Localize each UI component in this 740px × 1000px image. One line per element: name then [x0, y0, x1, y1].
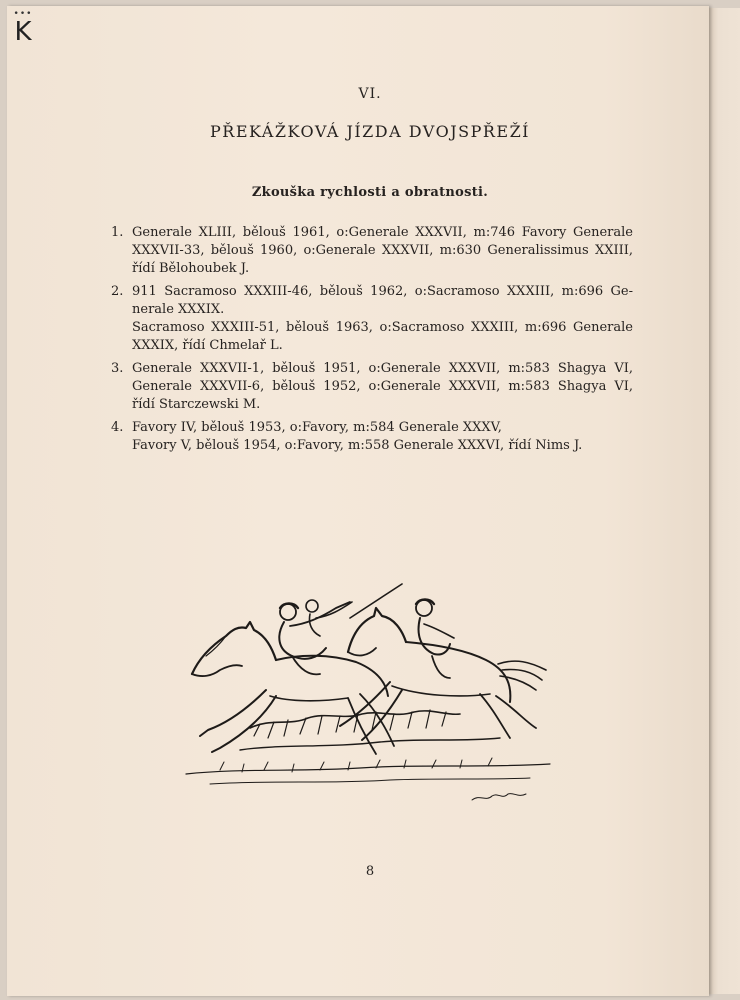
entry-number: 4.	[111, 420, 124, 435]
entry-4	[108, 419, 633, 455]
entry-line: řídí Bělohoubek J.	[132, 261, 250, 276]
entry-line: Generale XXXVII-1, bělouš 1951, o:Generale XXXVII, m:583 Shagya VI,	[132, 361, 633, 376]
entry-line: Favory IV, bělouš 1953, o:Favory, m:584 Generale XXXV,	[132, 420, 502, 435]
entry-line: XXXIX, řídí Chmelař L.	[132, 338, 283, 353]
entry-line: 911 Sacramoso XXXIII-46, bělouš 1962, o:Sacramoso XXXIII, m:696 Ge-	[132, 284, 633, 299]
entry-line: Favory V, bělouš 1954, o:Favory, m:558 Generale XXXVI, řídí Nims J.	[132, 438, 583, 453]
entry-line: Sacramoso XXXIII-51, bělouš 1963, o:Sacramoso XXXIII, m:696 Generale	[132, 320, 633, 335]
entry-2	[108, 283, 633, 355]
horse-race-illustration	[180, 578, 560, 810]
logo-letter: K	[14, 17, 32, 47]
entry-3	[108, 360, 633, 414]
entry-line: Generale XLIII, bělouš 1961, o:Generale XXXVII, m:746 Favory Generale	[132, 225, 633, 240]
section-subtitle: Zkouška rychlosti a obratnosti.	[251, 185, 489, 200]
entry-line: nerale XXXIX.	[132, 302, 225, 317]
library-logo	[10, 10, 36, 46]
entry-line: Generale XXXVII-6, bělouš 1952, o:Generale XXXVII, m:583 Shagya VI,	[132, 379, 633, 394]
entry-number: 1.	[111, 225, 124, 240]
entry-line: XXXVII-33, bělouš 1960, o:Generale XXXVII, m:630 Generalissimus XXIII,	[132, 243, 633, 258]
entry-list	[108, 224, 633, 460]
section-title: PŘEKÁŽKOVÁ JÍZDA DVOJSPŘEŽÍ	[210, 122, 530, 141]
page-number: 8	[365, 864, 375, 879]
entry-number: 3.	[111, 361, 124, 376]
entry-1	[108, 224, 633, 278]
document-page	[7, 6, 709, 996]
entry-number: 2.	[111, 284, 124, 299]
adjacent-page-edge	[709, 8, 740, 994]
chapter-number: VI.	[358, 86, 382, 102]
entry-line: řídí Starczewski M.	[132, 397, 261, 412]
logo-dots: •••	[13, 9, 33, 19]
